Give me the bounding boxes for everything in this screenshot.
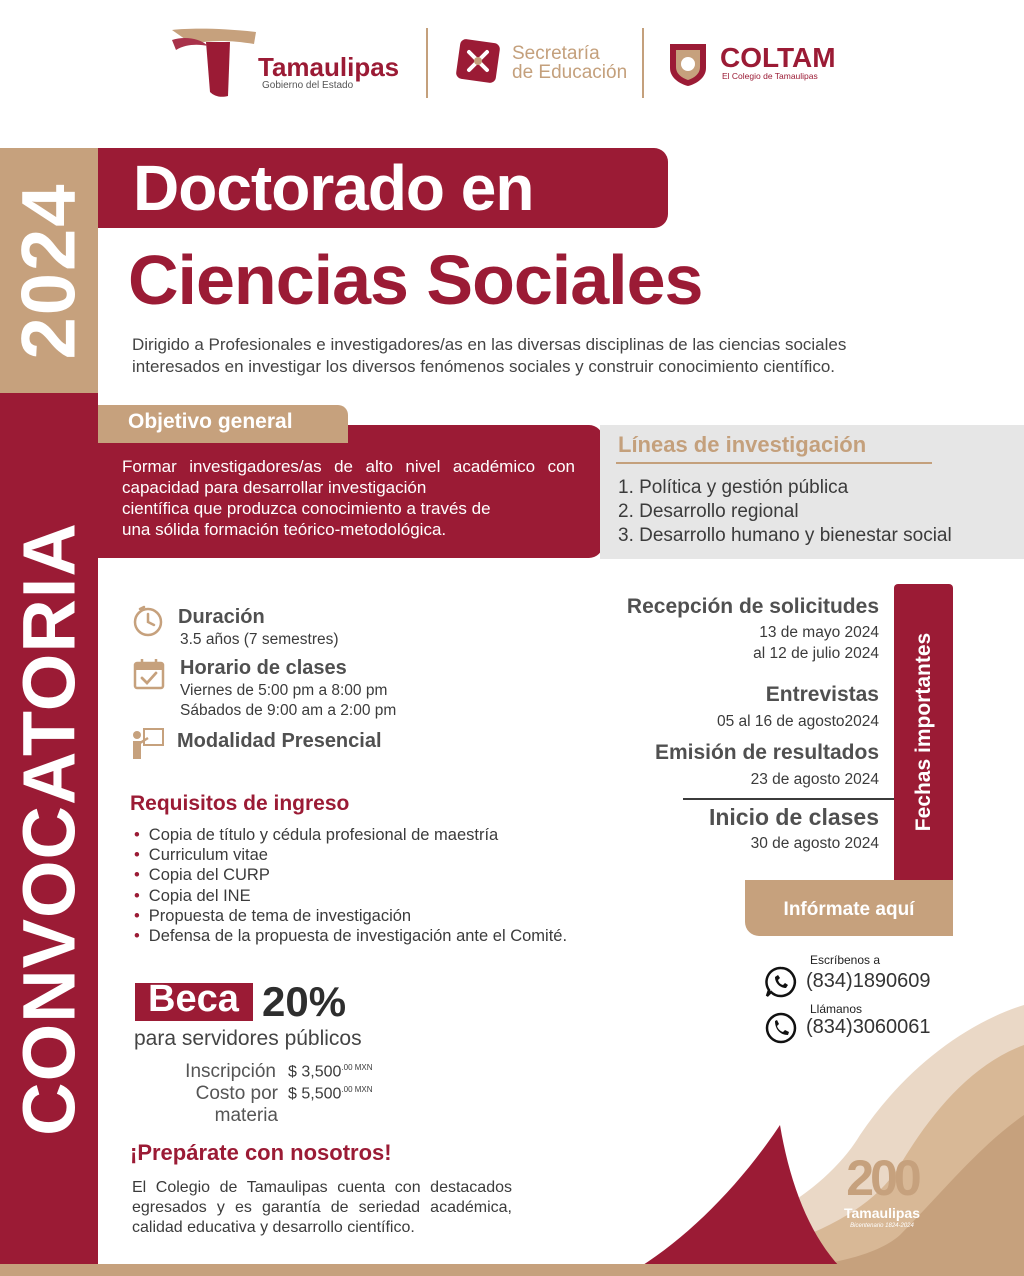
duracion-title: Duración [178,606,265,628]
requisito-item: • Curriculum vitae [134,845,567,865]
requisito-item: • Copia del CURP [134,865,567,885]
horario-line2: Sábados de 9:00 am a 2:00 pm [180,702,397,719]
whatsapp-number[interactable]: (834)1890609 [806,970,931,992]
requisito-item: • Copia del INE [134,886,567,906]
lineas-title: Líneas de investigación [618,432,867,457]
inicio-title: Inicio de clases [708,804,879,830]
intro-line: interesados en investigar los diversos fenómenos sociales y construir conocimiento científico. [132,357,836,376]
objetivo-line: científica que produzca conocimiento a través de [122,499,491,518]
lineas-list [618,476,952,548]
objetivo-line: capacidad para desarrollar investigación [122,478,427,497]
preparate-line: El Colegio de Tamaulipas cuenta con destacados [132,1179,512,1196]
materia-label: Costo por materia [195,1083,278,1126]
beca-sub: para servidores públicos [134,1027,362,1050]
tamaulipas-sub: Gobierno del Estado [262,80,354,91]
tamaulipas-name: Tamaulipas [258,52,400,82]
modalidad-title: Modalidad Presencial [177,730,382,752]
lineas-item: 2. Desarrollo regional [618,501,799,522]
requisito-item: • Defensa de la propuesta de investigación ante el Comité. [134,926,567,946]
fechas-rule [683,798,894,800]
calendar-icon [132,657,166,691]
entrevistas-block [717,683,879,732]
inicio-block [709,804,879,854]
coltam-sub: El Colegio de Tamaulipas [722,71,818,81]
objetivo-text [122,456,575,540]
beca-label: Beca [148,978,239,1020]
inscripcion-value: $ $3,500^{.00 MXN}$ [288,1063,373,1081]
whatsapp-icon[interactable] [764,965,798,999]
lineas-rule [616,462,932,464]
objetivo-line: Formar investigadores/as de alto nivel académico con [122,457,575,476]
objetivo-label: Objetivo general [128,410,293,433]
bicentenario-number: 200 [846,1150,918,1206]
requisitos-list [134,825,567,946]
lineas-item: 1. Política y gestión pública [618,477,849,498]
bicentenario-sub: Bicentenario 1824-2024 [850,1223,914,1229]
preparate-title: ¡Prepárate con nosotros! [130,1140,392,1165]
requisitos-title: Requisitos de ingreso [130,792,350,815]
requisito-item: • Propuesta de tema de investigación [134,906,567,926]
header-divider [642,28,644,98]
intro-text [132,334,892,378]
secretaria-line1: Secretaría [512,43,600,64]
preparate-text [132,1178,512,1238]
preparate-line: egresados y es garantía de seriedad académica, [132,1199,512,1216]
preparate-line: calidad educativa y desarrollo científico. [132,1219,415,1236]
horario-title: Horario de clases [180,657,347,679]
duracion-value: 3.5 años (7 semestres) [180,631,339,648]
intro-line: Dirigido a Profesionales e investigadores/as en las diversas disciplinas de las ciencias sociales [132,335,847,354]
recepcion-line2: al 12 de julio 2024 [753,645,879,662]
informate-button-label[interactable]: Infórmate aquí [783,899,915,920]
escribenos-label: Escríbenos a [810,953,881,967]
title-line1: Doctorado en [133,152,534,224]
resultados-block [655,741,879,790]
materia-value: $ $5,500^{.00 MXN}$ [288,1085,373,1103]
entrevistas-value: 05 al 16 de agosto2024 [716,713,879,730]
side-year: 2024 [6,181,92,360]
lineas-item: 3. Desarrollo humano y bienestar social [618,525,952,546]
bottom-line [0,1264,1024,1276]
coltam-seal-icon [664,38,712,88]
resultados-title: Emisión de resultados [654,741,879,764]
fechas-label: Fechas importantes [911,632,935,832]
phone-number[interactable]: (834)3060061 [806,1016,931,1038]
secretaria-logo-icon [455,38,501,84]
llamanos-label: Llámanos [810,1002,863,1016]
secretaria-line2: de Educación [512,62,628,83]
inscripcion-label: Inscripción [185,1061,276,1082]
recepcion-line1: 13 de mayo 2024 [759,624,879,641]
requisito-item: • Copia de título y cédula profesional de maestría [134,825,567,845]
horario-line1: Viernes de 5:00 pm a 8:00 pm [180,682,388,699]
header-divider [426,28,428,98]
header [0,0,1024,120]
inicio-value: 30 de agosto 2024 [750,835,879,852]
clock-icon [131,604,165,638]
coltam-name: COLTAM [720,42,836,73]
title-line2: Ciencias Sociales [128,241,703,319]
tamaulipas-logo-icon [170,26,260,100]
objetivo-line: una sólida formación teórico-metodológica. [122,520,447,539]
entrevistas-title: Entrevistas [765,683,879,706]
recepcion-title: Recepción de solicitudes [626,595,879,618]
side-convocatoria: CONVOCATORIA [7,522,91,1136]
teacher-icon [130,726,164,760]
resultados-value: 23 de agosto 2024 [750,771,879,788]
bicentenario-name: Tamaulipas [844,1205,920,1221]
recepcion-block [627,595,879,664]
beca-percent: 20% [262,978,347,1025]
